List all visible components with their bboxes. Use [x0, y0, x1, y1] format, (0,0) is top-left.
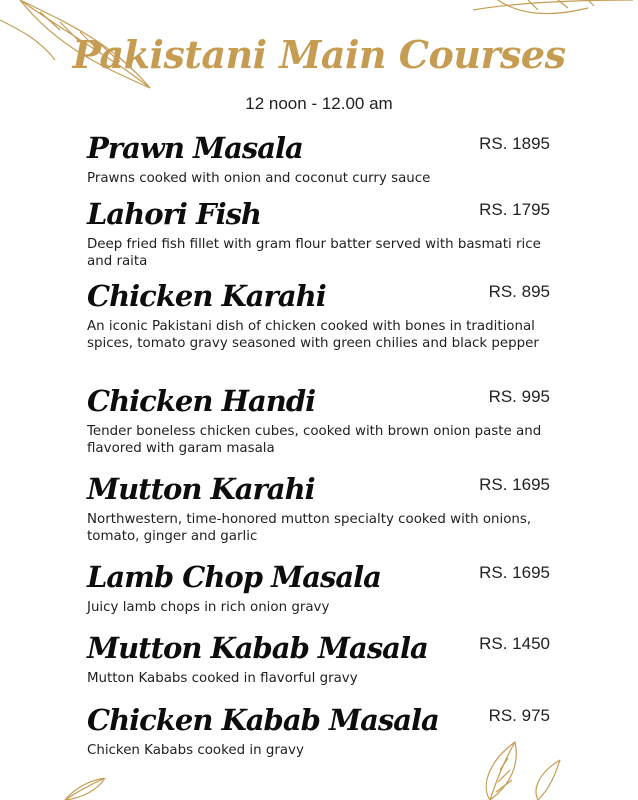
- dish-name: Prawn Masala: [87, 131, 303, 165]
- menu-item-lamb-chop-masala: [87, 557, 550, 616]
- dish-price: RS. 1450: [479, 634, 550, 653]
- leaf-decoration-top-right-icon: [468, 0, 638, 20]
- dish-description: Tender boneless chicken cubes, cooked with brown onion paste and flavored with garam masala: [87, 424, 542, 456]
- dish-name: Lamb Chop Masala: [87, 560, 381, 594]
- menu-item-mutton-kabab-masala: [87, 628, 550, 687]
- menu-item-mutton-karahi: [87, 469, 550, 545]
- dish-price: RS. 1795: [479, 200, 550, 219]
- dish-description: Mutton Kababs cooked in flavorful gravy: [87, 671, 358, 686]
- dish-description: Chicken Kababs cooked in gravy: [87, 743, 304, 758]
- dish-name: Chicken Kabab Masala: [87, 703, 439, 737]
- menu-item-chicken-kabab-masala: [87, 700, 550, 759]
- dish-description: An iconic Pakistani dish of chicken cooked with bones in traditional spices, tomato gravy seasoned with green chilies and black pepper: [87, 319, 539, 351]
- dish-name: Chicken Handi: [87, 384, 316, 418]
- dish-description: Northwestern, time-honored mutton specialty cooked with onions, tomato, ginger and garlic: [87, 512, 532, 544]
- dish-price: RS. 1695: [479, 475, 550, 494]
- dish-price: RS. 995: [488, 387, 550, 406]
- menu-item-chicken-karahi: [87, 276, 550, 352]
- dish-description: Deep fried fish fillet with gram flour batter served with basmati rice and raita: [87, 237, 541, 269]
- menu-title: Pakistani Main Courses: [72, 32, 566, 77]
- leaf-decoration-bottom-left-icon: [60, 778, 120, 800]
- dish-name: Mutton Karahi: [87, 472, 315, 506]
- dish-price: RS. 895: [488, 282, 550, 301]
- dish-description: Juicy lamb chops in rich onion gravy: [87, 600, 330, 615]
- menu-item-lahori-fish: [87, 194, 550, 270]
- dish-description: Prawns cooked with onion and coconut curry sauce: [87, 171, 431, 186]
- dish-name: Chicken Karahi: [87, 279, 326, 313]
- service-hours: 12 noon - 12.00 am: [245, 94, 393, 113]
- dish-name: Lahori Fish: [87, 197, 262, 231]
- dish-price: RS. 1695: [479, 563, 550, 582]
- dish-name: Mutton Kabab Masala: [87, 631, 428, 665]
- menu-item-chicken-handi: [87, 381, 550, 457]
- dish-price: RS. 975: [488, 706, 550, 725]
- menu-item-prawn-masala: [87, 128, 550, 187]
- dish-price: RS. 1895: [479, 134, 550, 153]
